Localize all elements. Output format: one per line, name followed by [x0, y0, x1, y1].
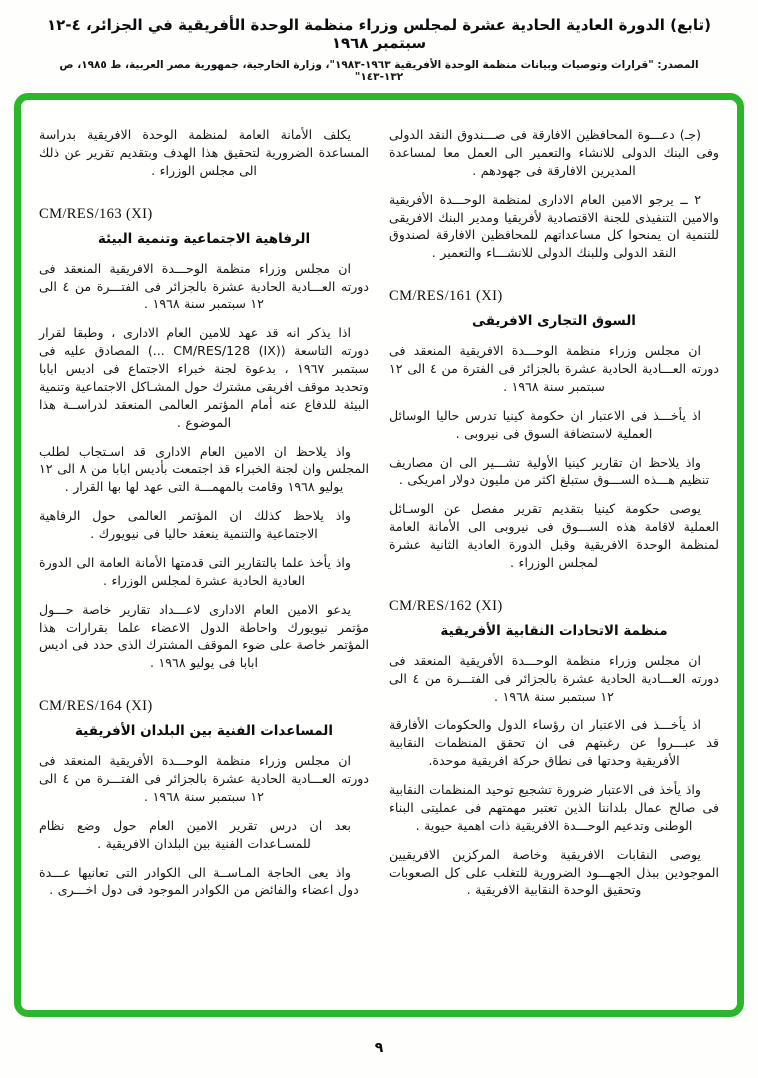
paragraph: (جـ) دعـــوة المحافظين الافارقة فى صـــندوق النقد الدولى وفى البنك الدولى للانشاء والتعمير الى العمل معا لمساعدة المديرين الافارقة فى جهودهم .	[389, 127, 719, 178]
paragraph: اذا يذكر انه قد عهد للامين العام الادارى ، وطبقا لقرار دورته التاسعة (CM/RES/128 (IX) ...) المصادق عليه فى سبتمبر ١٩٦٧ ، بدعوة لجنة خبراء الاجتماع فى اديس ابابا وتحديد موقف افريقى مشترك حول المشـاكل الاجتماعية وتنمية البيئة للدفاع عنه أمام المؤتمر العالمى المنعقد لدراســة هذا الموضوع .	[39, 325, 369, 430]
page-number: ٩	[374, 1040, 384, 1056]
paragraph: واذ يأخذ علما بالتقارير التى قدمتها الأمانة العامة الى الدورة العادية الحادية عشرة لمجلس الوزراء .	[39, 554, 351, 588]
section-heading: الرفاهية الاجتماعية وتنمية البيئة	[97, 230, 311, 247]
resolution-number: CM/RES/164 (XI)	[39, 698, 153, 715]
two-column-layout	[39, 124, 719, 1000]
column-left	[39, 124, 369, 1000]
paragraph: واذ يلاحظ ان تقارير كينيا الأولية تشـــير الى ان مصاريف تنظيم هـــذه الســـوق ستبلغ اكثر من مليون دولار امريكى .	[389, 454, 710, 488]
resolution-number: CM/RES/162 (XI)	[389, 597, 503, 614]
paragraph: ٢ ــ يرجو الامين العام الادارى لمنظمة الوحـــدة الأفريقية والامين التنفيذى للجنة الاقتصادية لأفريقيا ومدير البنك الافريقى للتنمية ان يمنحوا كل مساعداتهم للمحافظين الافارقة لصندوق النقد الدولى وللبنك الدولى للانشـــاء والتعمير .	[389, 191, 719, 261]
paragraph: ان مجلس وزراء منظمة الوحـــدة الافريقية المنعقد فى دورته العـــادية الحادية عشرة بالجزائر فى الفترة من ٤ الى ١٢ سبتمبر سنة ١٩٦٨ .	[389, 343, 719, 394]
paragraph: يوصى النقابات الافريقية وخاصة المركزين الافريقيين الموجودين ببذل الجهـــود الضرورية للتغلب على كل الصعوبات وتحقيق الوحدة النقابية الافريقية .	[389, 846, 719, 898]
green-frame	[14, 93, 744, 1017]
paragraph: يوصى حكومة كينيا بتقديم تقرير مفصل عن الوسـائل العملية لاقامة هذه الســـوق فى نيروبى الى الأمانة العامة لمنظمة الوحدة الافريقية وقبل الدورة العادية الثانية عشرة لمجلس الوزراء .	[389, 501, 719, 570]
header-source: المصدر: "قرارات وتوصيات وبيانات منظمة الوحدة الأفريقية ١٩٦٣-١٩٨٣"، وزارة الخارجية، جمهورية مصر العربية، ط ١٩٨٥، ص ١٣٢-١٤٣"	[59, 59, 699, 83]
paragraph: اذ يأخـــذ فى الاعتبار ان رؤساء الدول والحكومات الأفارقة قد عبـــروا عن رغبتهم فى ان تحقق المنظمات النقابية الأفريقية وحدتها فى نطاق حركة افريقية موحدة.	[389, 717, 719, 769]
resolution-number: CM/RES/163 (XI)	[39, 205, 153, 222]
paragraph: واذ يلاحظ ان الامين العام الادارى قد اسـتجاب لطلب المجلس وان لجنة الخبراء قد اجتمعت بأديس ابابا من ٨ الى ١٢ يوليو ١٩٦٨ وقامت بالمهمـــة التى عهد لها بها القرار .	[39, 443, 369, 495]
paragraph: واذ يأخذ فى الاعتبار ضرورة تشجيع توحيد المنظمات النقابية فى صالح عمال بلداننا الذين تعتبر مهمتهم فى عمليتى البناء الوطنى وتدعيم الوحـــدة الافريقية ذات اهمية حيوية .	[389, 782, 719, 833]
paragraph: يدعو الامين العام الادارى لاعـــداد تقارير خاصة حـــول مؤتمر نيويورك واحاطة الدول الاعضاء علما بقرارات هذا المؤتمر خاصة على ضوء الموقف المشترك الذى حدد فى اديس ابابا فى يوليو ١٩٦٨ .	[39, 601, 369, 671]
section-heading: منظمة الاتحادات النقابية الأفريقية	[440, 622, 668, 639]
paragraph: اذ يأخـــذ فى الاعتبار ان حكومة كينيا تدرس حاليا الوسائل العملية لاستضافة السوق فى نيروبى .	[389, 407, 701, 441]
header-title: (تابع) الدورة العادية الحادية عشرة لمجلس وزراء منظمة الوحدة الأفريقية في الجزائر، ٤-١٢ سبتمبر ١٩٦٨	[47, 16, 711, 52]
section-heading: السوق التجارى الافريقى	[472, 313, 636, 330]
resolution-number: CM/RES/161 (XI)	[389, 288, 503, 305]
paragraph: ان مجلس وزراء منظمة الوحـــدة الافريقية المنعقد فى دورته العـــادية الحادية عشرة بالجزائر فى الفتـــرة من ٤ الى ١٢ سبتمبر سنة ١٩٦٨ .	[39, 260, 369, 312]
column-right	[389, 124, 719, 1000]
document-header	[36, 16, 722, 83]
paragraph: ان مجلس وزراء منظمة الوحـــدة الأفريقية المنعقد فى دورته العـــادية الحادية عشرة بالجزائر فى الفتـــرة من ٤ الى ١٢ سبتمبر سنة ١٩٦٨ .	[39, 753, 369, 804]
paragraph: واذ يلاحظ كذلك ان المؤتمر العالمى حول الرفاهية الاجتماعية والتنمية ينعقد حاليا فى نيويورك .	[39, 508, 351, 541]
paragraph: واذ يعى الحاجة المـاســة الى الكوادر التى تعانيها عـــدة دول اعضاء والفائض من الكوادر الموجود فى دول اخـــرى .	[39, 864, 359, 898]
paragraph: بعد ان درس تقرير الامين العام حول وضع نظام للمسـاعدات الفنية بين البلدان الافريقية .	[39, 817, 351, 851]
section-heading: المساعدات الفنية بين البلدان الأفريقية	[75, 723, 333, 740]
paragraph: يكلف الأمانة العامة لمنظمة الوحدة الافريقية بدراسة المساعدة الضرورية لتحقيق هذا الهدف وبتقديم تقرير عن ذلك الى مجلس الوزراء .	[39, 127, 369, 178]
paragraph: ان مجلس وزراء منظمة الوحـــدة الأفريقية المنعقد فى دورته العـــادية الحادية عشرة بالجزائر فى الفتـــرة من ٤ الى ١٢ سبتمبر سنة ١٩٦٨ .	[389, 652, 719, 704]
